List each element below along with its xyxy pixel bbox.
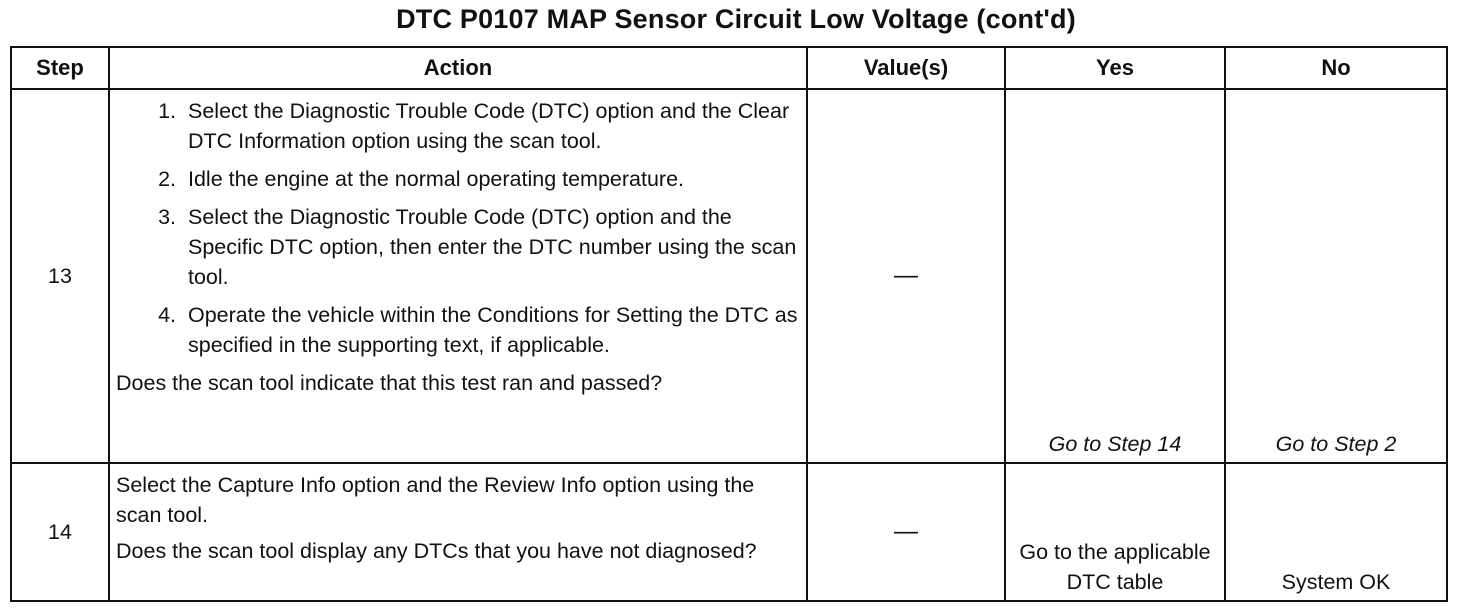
yes-cell: Go to the applicable DTC table (1005, 463, 1225, 601)
action-text: Select the Capture Info option and the Review Info option using the scan tool. (116, 473, 755, 527)
header-no: No (1225, 47, 1447, 89)
header-step: Step (11, 47, 109, 89)
table-row (11, 463, 1447, 601)
header-yes: Yes (1005, 47, 1225, 89)
step-number: 14 (11, 463, 109, 601)
diagnostic-table (10, 46, 1448, 602)
list-item: 1. Select the Diagnostic Trouble Code (DTC) option and the Clear DTC Information option using the scan tool. (182, 96, 802, 156)
list-item: 3. Select the Diagnostic Trouble Code (DTC) option and the Specific DTC option, then enter the DTC number using the scan tool. (182, 202, 802, 292)
value-cell: — (807, 89, 1005, 463)
header-row (11, 47, 1447, 89)
list-item: 4. Operate the vehicle within the Conditions for Setting the DTC as specified in the supporting text, if applicable. (182, 300, 802, 360)
no-cell: System OK (1225, 463, 1447, 601)
list-item: 2. Idle the engine at the normal operating temperature. (182, 164, 802, 194)
action-cell (109, 89, 807, 463)
step-number: 13 (11, 89, 109, 463)
header-action: Action (109, 47, 807, 89)
no-cell: Go to Step 2 (1225, 89, 1447, 463)
action-question: Does the scan tool display any DTCs that you have not diagnosed? (116, 539, 757, 563)
page-title: DTC P0107 MAP Sensor Circuit Low Voltage (cont'd) (396, 4, 1076, 34)
action-question: Does the scan tool indicate that this test ran and passed? (116, 371, 663, 395)
header-values: Value(s) (807, 47, 1005, 89)
action-cell (109, 463, 807, 601)
value-cell: — (807, 463, 1005, 601)
action-steps-list (116, 96, 802, 360)
yes-cell: Go to Step 14 (1005, 89, 1225, 463)
table-row (11, 89, 1447, 463)
